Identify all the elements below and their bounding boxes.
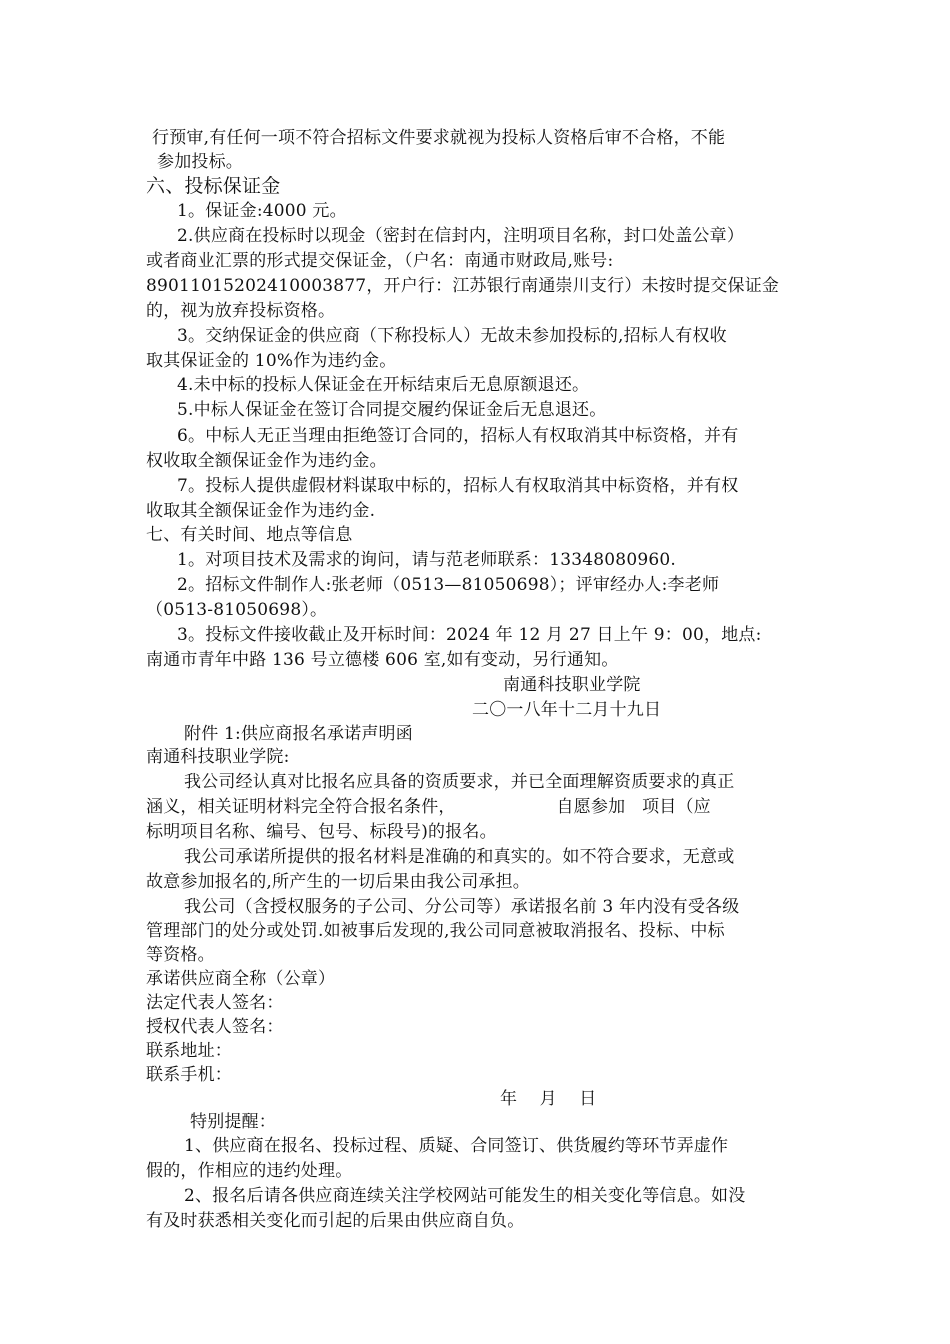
text-line: 取其保证金的 10%作为违约金。 — [146, 351, 397, 371]
date-placeholder: 年 月 日 — [500, 1089, 597, 1109]
form-field-label: 授权代表人签名： — [146, 1017, 284, 1037]
signature-organization: 南通科技职业学院 — [503, 675, 641, 695]
text-line: 3。交纳保证金的供应商（下称投标人）无故未参加投标的,招标人有权收 — [177, 326, 727, 346]
form-field-label: 法定代表人签名： — [146, 993, 284, 1013]
text-line: 权收取全额保证金作为违约金。 — [146, 451, 387, 471]
text-line: 1。对项目技术及需求的询问，请与范老师联系：13348080960. — [177, 550, 676, 570]
text-line: 参加投标。 — [157, 152, 243, 172]
text-line: 我公司（含授权服务的子公司、分公司等）承诺报名前 3 年内没有受各级 — [184, 897, 740, 917]
text-line: 6。中标人无正当理由拒绝签订合同的，招标人有权取消其中标资格，并有 — [177, 426, 739, 446]
text-line: 收取其全额保证金作为违约金. — [146, 501, 376, 521]
text-line: 4.未中标的投标人保证金在开标结束后无息原额退还。 — [177, 375, 590, 395]
section-heading: 六、投标保证金 — [146, 175, 281, 197]
text-line: 89011015202410003877，开户行：江苏银行南通崇川支行）未按时提交保证金 — [146, 276, 780, 296]
text-line: 3。投标文件接收截止及开标时间：2024 年 12 月 27 日上午 9：00，地点: — [177, 625, 762, 645]
text-line: 7。投标人提供虚假材料谋取中标的，招标人有权取消其中标资格，并有权 — [177, 476, 739, 496]
letter-addressee: 南通科技职业学院: — [146, 747, 290, 767]
attachment-title: 附件 1:供应商报名承诺声明函 — [184, 724, 413, 744]
text-line: 南通市青年中路 136 号立德楼 606 室,如有变动，另行通知。 — [146, 650, 619, 670]
signature-date: 二〇一八年十二月十九日 — [472, 700, 662, 720]
text-line: 标明项目名称、编号、包号、标段号)的报名。 — [146, 822, 497, 842]
text-line: 1。保证金:4000 元。 — [177, 201, 347, 221]
notice-heading: 特别提醒： — [190, 1112, 276, 1132]
text-line: 故意参加报名的,所产生的一切后果由我公司承担。 — [146, 872, 531, 892]
text-line: 我公司承诺所提供的报名材料是准确的和真实的。如不符合要求，无意或 — [184, 847, 735, 867]
text-line: 或者商业汇票的形式提交保证金，（户名：南通市财政局,账号: — [146, 251, 614, 271]
text-line: 2.供应商在投标时以现金（密封在信封内，注明项目名称，封口处盖公章） — [177, 226, 745, 246]
text-line: 1、供应商在报名、投标过程、质疑、合同签订、供货履约等环节弄虚作 — [184, 1136, 729, 1156]
form-field-label: 承诺供应商全称（公章） — [146, 969, 336, 989]
text-line: （0513-81050698）。 — [146, 600, 328, 620]
text-line: 2。招标文件制作人:张老师（0513—81050698）；评审经办人:李老师 — [177, 575, 720, 595]
text-line: 2、报名后请各供应商连续关注学校网站可能发生的相关变化等信息。如没 — [184, 1186, 746, 1206]
text-line: 管理部门的处分或处罚.如被事后发现的,我公司同意被取消报名、投标、中标 — [146, 921, 725, 941]
text-line: 的，视为放弃投标资格。 — [146, 301, 336, 321]
form-field-label: 联系地址： — [146, 1041, 232, 1061]
text-line: 等资格。 — [146, 945, 215, 965]
form-field-label: 联系手机： — [146, 1065, 232, 1085]
text-line: 行预审,有任何一项不符合招标文件要求就视为投标人资格后审不合格，不能 — [152, 128, 726, 148]
section-heading: 七、有关时间、地点等信息 — [146, 525, 353, 545]
text-line: 我公司经认真对比报名应具备的资质要求，并已全面理解资质要求的真正 — [184, 772, 735, 792]
text-line: 涵义，相关证明材料完全符合报名条件， 自愿参加 项目（应 — [146, 797, 711, 817]
text-line: 5.中标人保证金在签订合同提交履约保证金后无息退还。 — [177, 400, 607, 420]
text-line: 假的，作相应的违约处理。 — [146, 1161, 353, 1181]
text-line: 有及时获悉相关变化而引起的后果由供应商自负。 — [146, 1211, 525, 1231]
